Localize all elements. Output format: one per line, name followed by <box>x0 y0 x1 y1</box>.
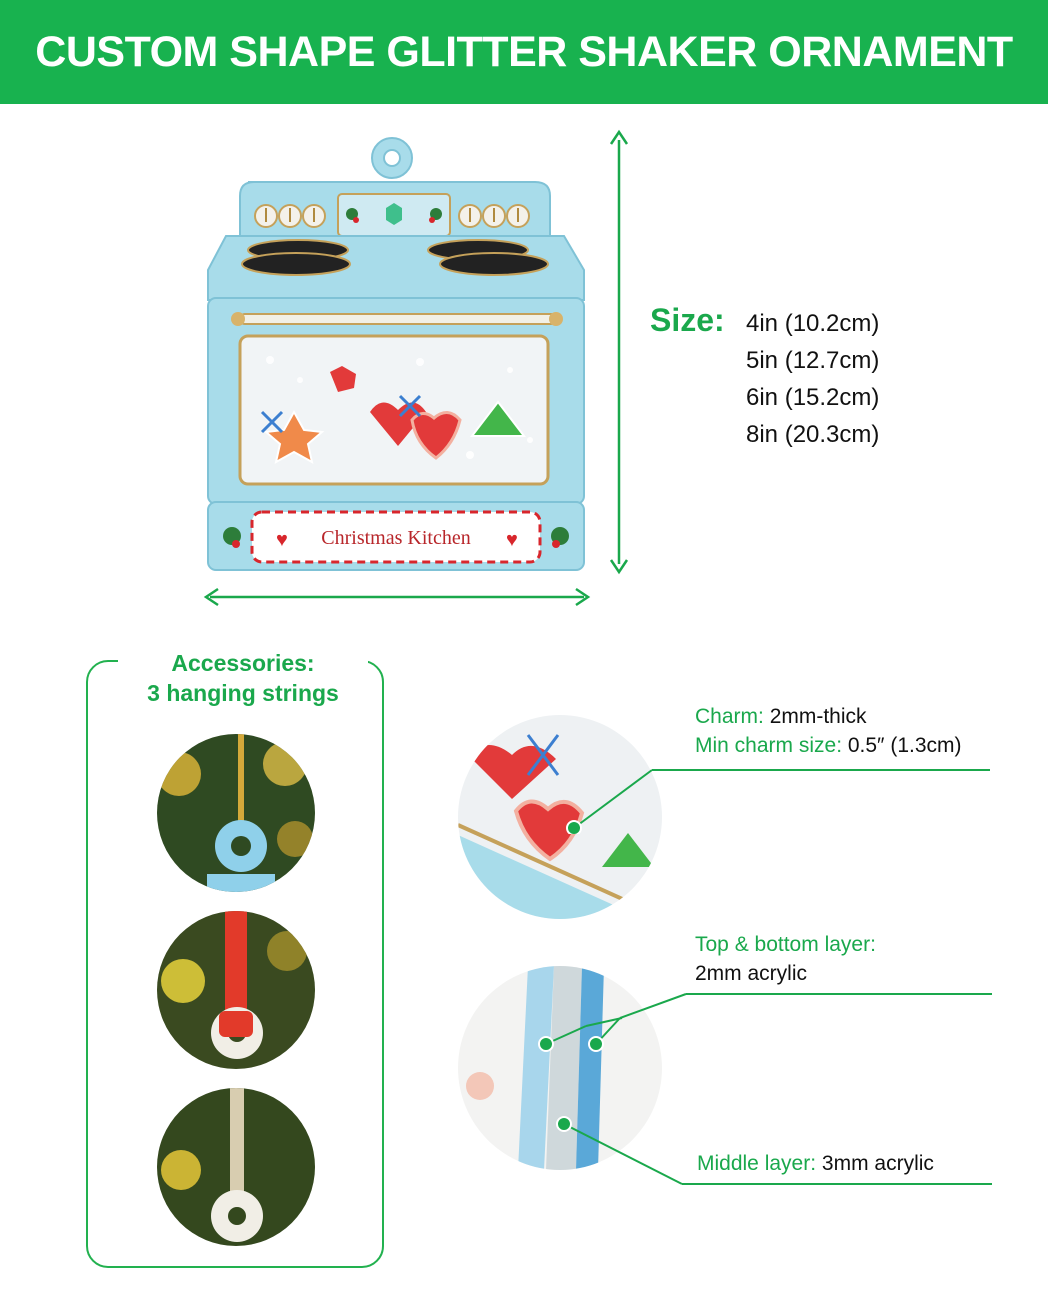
jute-twine-string-image <box>157 1088 315 1246</box>
svg-text:♥: ♥ <box>506 529 518 551</box>
oven-ornament-image <box>190 125 610 585</box>
middle-layer-callout: Middle layer: 3mm acrylic <box>697 1152 934 1175</box>
charm-callout: Charm: 2mm-thick <box>695 705 867 728</box>
red-ribbon-string-image <box>157 911 315 1069</box>
top-bottom-layer-callout: Top & bottom layer: 2mm acrylic <box>695 933 876 985</box>
size-option: 6in (15.2cm) <box>746 384 880 411</box>
header-banner <box>0 0 1048 104</box>
min-charm-size-callout: Min charm size: 0.5″ (1.3cm) <box>695 734 962 757</box>
charm-callout-line-icon <box>562 764 992 834</box>
size-option: 5in (12.7cm) <box>746 347 880 374</box>
gold-cord-string-image <box>157 734 315 892</box>
size-option: 4in (10.2cm) <box>746 310 880 337</box>
size-label: Size: <box>650 302 725 338</box>
height-arrow-icon <box>600 128 640 576</box>
svg-text:♥: ♥ <box>276 529 288 551</box>
width-arrow-icon <box>200 584 594 610</box>
page-title: CUSTOM SHAPE GLITTER SHAKER ORNAMENT <box>35 28 1013 76</box>
window-text: Christmas Kitchen <box>321 527 471 549</box>
size-option: 8in (20.3cm) <box>746 421 880 448</box>
accessories-title: Accessories: 3 hanging strings <box>118 648 368 708</box>
